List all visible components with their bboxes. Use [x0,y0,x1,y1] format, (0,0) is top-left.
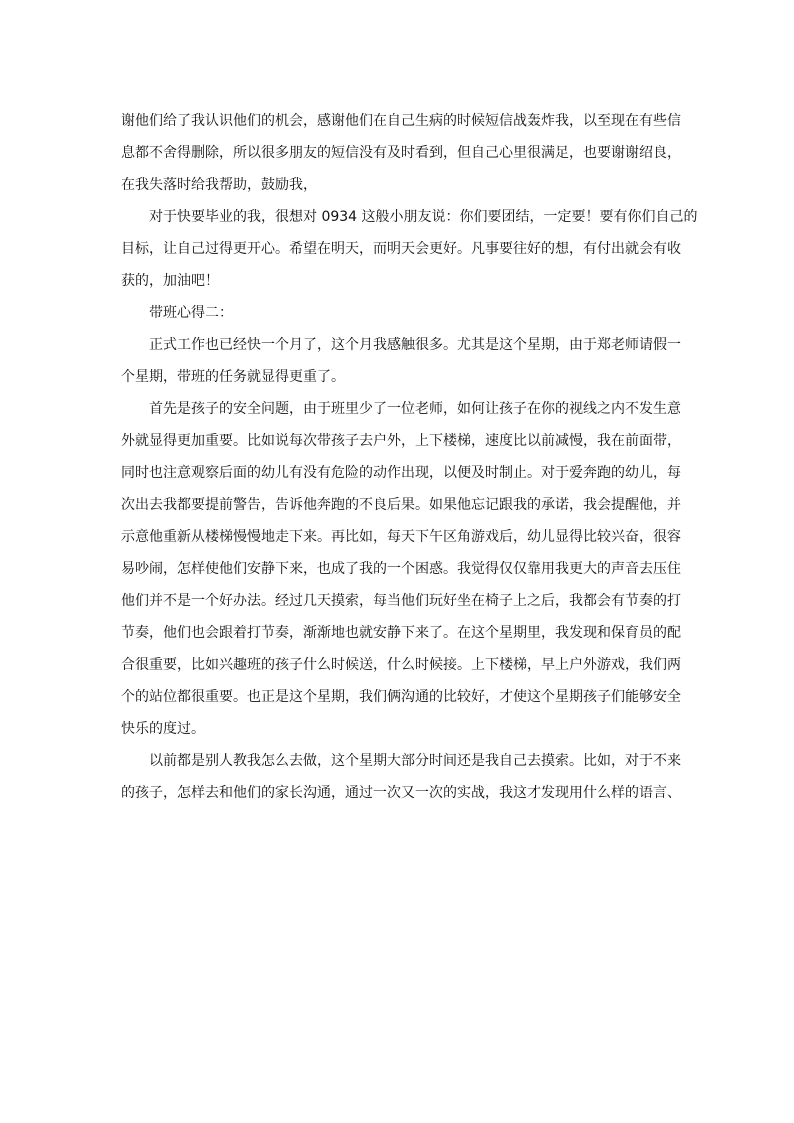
text-line: 的孩子，怎样去和他们的家长沟通，通过一次又一次的实战，我这才发现用什么样的语言、 [121,785,681,801]
text-line: 易吵闹，怎样使他们安静下来，也成了我的一个困惑。我觉得仅仅靠用我更大的声音去压住 [121,561,681,577]
text-line: 以前都是别人教我怎么去做，这个星期大部分时间还是我自己去摸索。比如，对于不来 [149,753,681,769]
text-line: 快乐的度过。 [121,721,205,737]
text-line: 合很重要，比如兴趣班的孩子什么时候送，什么时候接。上下楼梯，早上户外游戏，我们两 [121,657,681,673]
text-line: 同时也注意观察后面的幼儿有没有危险的动作出现，以便及时制止。对于爱奔跑的幼儿，每 [121,465,681,481]
text-line: 次出去我都要提前警告，告诉他奔跑的不良后果。如果他忘记跟我的承诺，我会提醒他，并 [121,497,681,513]
text-line: 对于快要毕业的我，很想对 0934 这般小朋友说：你们要团结，一定要！要有你们自己的 [149,209,698,225]
document-body [121,105,698,809]
text-line: 个星期，带班的任务就显得更重了。 [121,369,345,385]
text-line: 谢他们给了我认识他们的机会，感谢他们在自己生病的时候短信战轰炸我，以至现在有些信 [121,113,681,129]
text-line: 正式工作也已经快一个月了，这个月我感触很多。尤其是这个星期，由于郑老师请假一 [149,337,681,353]
text-line: 个的站位都很重要。也正是这个星期，我们俩沟通的比较好，才使这个星期孩子们能够安全 [121,689,681,705]
text-line: 他们并不是一个好办法。经过几天摸索，每当他们玩好坐在椅子上之后，我都会有节奏的打 [121,593,681,609]
text-line: 示意他重新从楼梯慢慢地走下来。再比如，每天下午区角游戏后，幼儿显得比较兴奋，很容 [121,529,681,545]
text-line: 获的，加油吧！ [121,273,219,289]
text-line: 目标，让自己过得更开心。希望在明天，而明天会更好。凡事要往好的想，有付出就会有收 [121,241,681,257]
text-line: 外就显得更加重要。比如说每次带孩子去户外，上下楼梯，速度比以前减慢，我在前面带， [121,433,681,449]
text-line: 节奏，他们也会跟着打节奏，渐渐地也就安静下来了。在这个星期里，我发现和保育员的配 [121,625,681,641]
text-line: 息都不舍得删除，所以很多朋友的短信没有及时看到，但自己心里很满足，也要谢谢绍良， [121,145,681,161]
text-line: 在我失落时给我帮助，鼓励我， [121,177,317,193]
text-line: 首先是孩子的安全问题，由于班里少了一位老师，如何让孩子在你的视线之内不发生意 [149,401,681,417]
section-heading: 带班心得二： [149,305,233,321]
